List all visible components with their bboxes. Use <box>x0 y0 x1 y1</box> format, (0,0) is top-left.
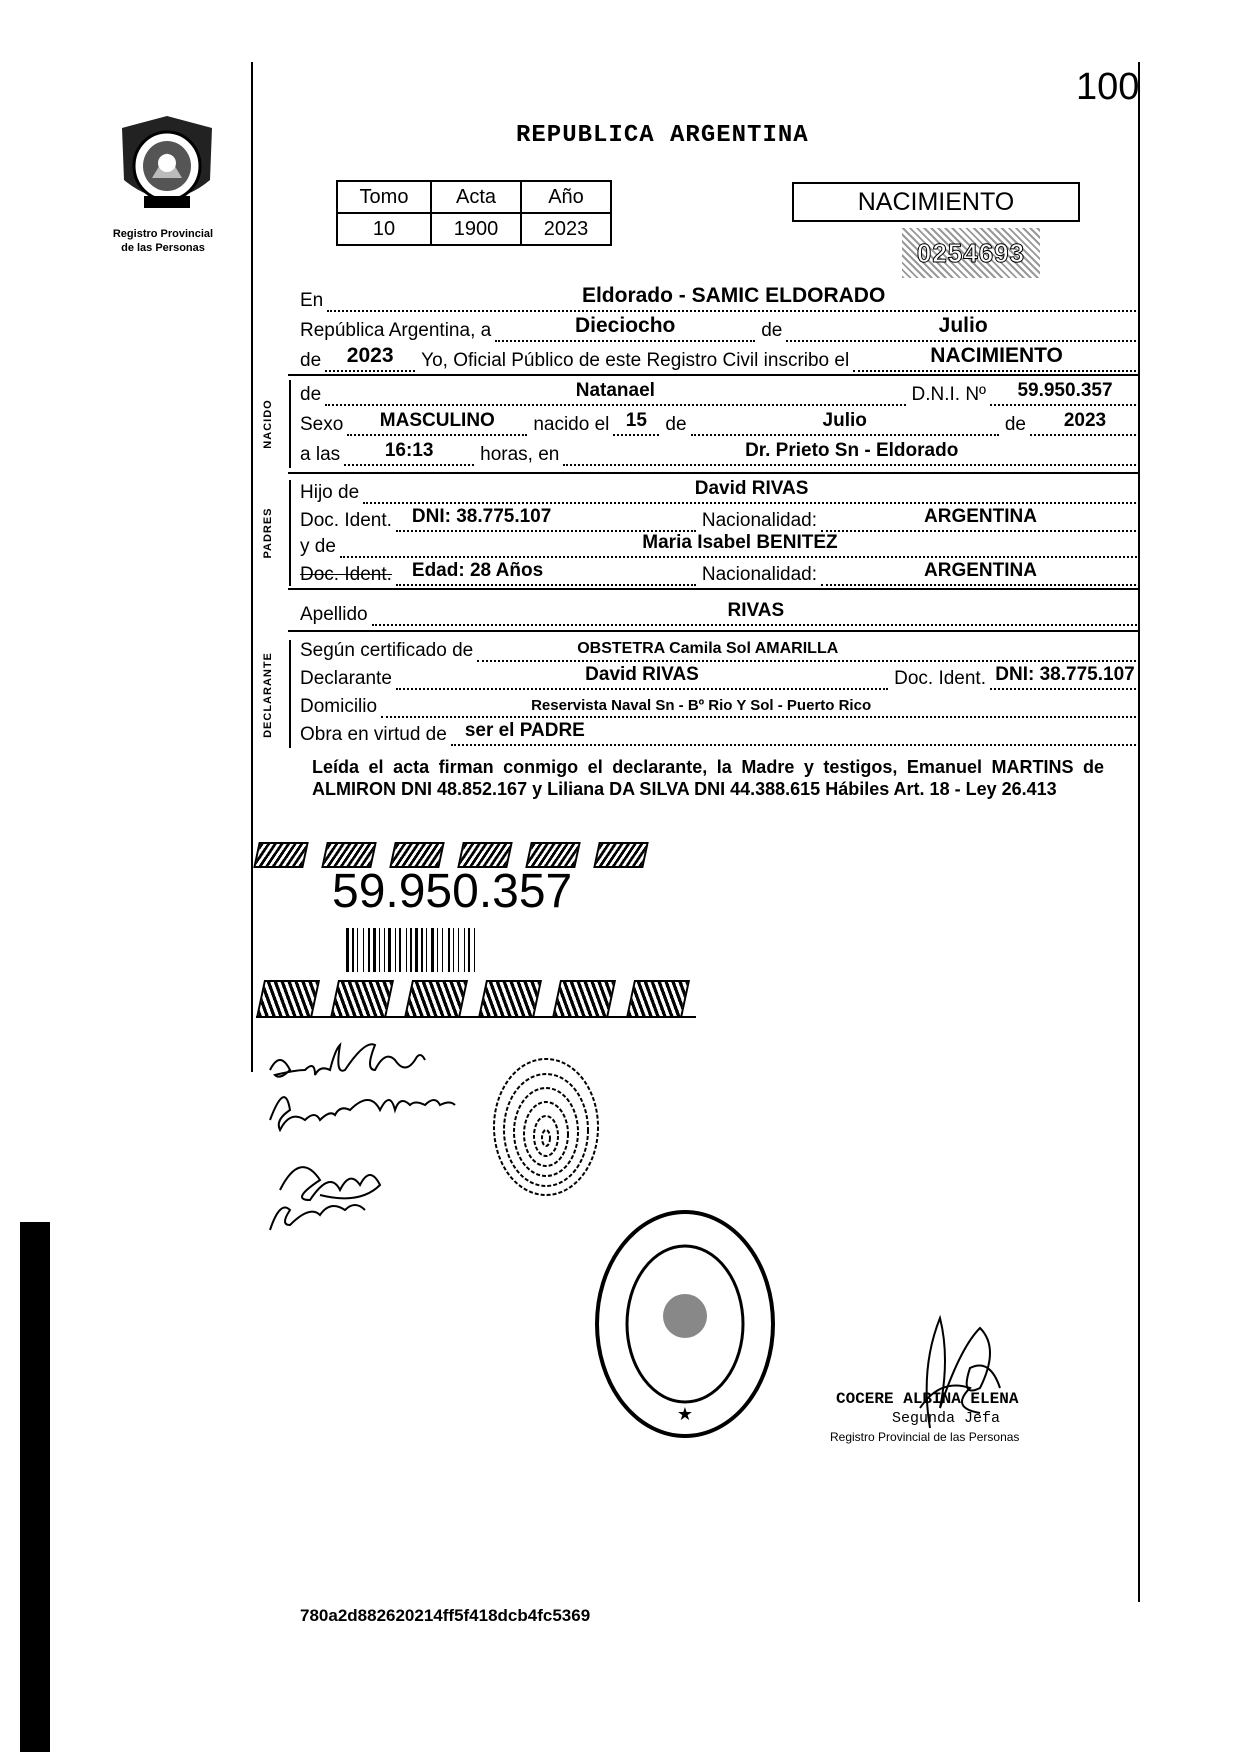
registry-logo <box>112 108 222 218</box>
barcode-bar <box>458 928 459 972</box>
acta-header: Acta <box>431 181 521 213</box>
domicilio-value: Reservista Naval Sn - Bº Rio Y Sol - Puerto Rico <box>531 697 872 714</box>
official-name: COCERE ALBINA ELENA <box>836 1390 1019 1408</box>
sexo-value: MASCULINO <box>379 410 495 431</box>
separator-4 <box>288 630 1140 632</box>
nombre-de-label: de <box>300 384 322 405</box>
madre-fill <box>340 532 1140 558</box>
row-hijo-de <box>300 476 1140 504</box>
nac-mes-fill <box>691 410 999 436</box>
de2-label: de <box>300 350 322 371</box>
a-las-label: a las <box>300 444 341 465</box>
declarante-text: DECLARANTE <box>262 652 274 738</box>
row-declarante <box>300 662 1140 690</box>
tomo-header: Tomo <box>337 181 431 213</box>
en-fill <box>327 286 1140 312</box>
left-margin-line <box>251 62 253 1072</box>
declarante-label: Declarante <box>300 668 392 689</box>
nacido-el-label: nacido el <box>533 414 610 435</box>
certificado-label: Según certificado de <box>300 640 474 661</box>
logo-caption-line2: de las Personas <box>121 242 205 254</box>
domicilio-label: Domicilio <box>300 696 378 717</box>
barcode-bar <box>379 928 380 972</box>
de-label: de <box>761 320 783 341</box>
record-table-header <box>337 181 611 213</box>
row-certificado <box>300 634 1140 662</box>
svg-text:★: ★ <box>676 1404 694 1425</box>
padres-bar <box>289 480 291 586</box>
declarante-value: David RIVAS <box>585 664 699 685</box>
barcode <box>346 928 576 972</box>
record-table <box>336 180 612 246</box>
barcode-bar <box>453 928 454 972</box>
barcode-bar <box>399 928 401 972</box>
horas-en-label: horas, en <box>480 444 560 465</box>
record-table-values <box>337 213 611 245</box>
apellido-value: RIVAS <box>727 600 785 621</box>
nombre-value: Natanael <box>575 380 655 401</box>
domicilio-fill <box>381 692 1140 718</box>
barcode-bar <box>346 928 349 972</box>
section-label-padres <box>262 478 274 588</box>
nac-de-label: de <box>665 414 687 435</box>
row-nombre <box>300 378 1140 406</box>
tipo-fill <box>853 346 1140 372</box>
nac-anio-fill <box>1030 410 1140 436</box>
barcode-bar <box>363 928 364 972</box>
certificado-value: OBSTETRA Camila Sol AMARILLA <box>577 640 839 657</box>
fingerprint-icon <box>486 1052 606 1202</box>
dia-value: Dieciocho <box>575 314 676 337</box>
barcode-bar <box>395 928 396 972</box>
row-madre-doc <box>300 558 1140 586</box>
row-fecha <box>300 314 1140 342</box>
nac-mes-value: Julio <box>822 410 867 431</box>
nac-anio-value: 2023 <box>1063 410 1107 431</box>
en-value: Eldorado - SAMIC ELDORADO <box>581 284 886 307</box>
barcode-bar <box>368 928 370 972</box>
row-y-de <box>300 530 1140 558</box>
security-tile-r <box>330 980 394 1018</box>
nombre-fill <box>325 380 905 406</box>
row-padre-doc <box>300 504 1140 532</box>
mes-fill <box>786 316 1140 342</box>
declarante-fill <box>396 664 888 690</box>
padre-nac-fill <box>821 506 1140 532</box>
security-tile <box>593 842 649 868</box>
barcode-bar <box>415 928 418 972</box>
row-hora <box>300 438 1140 466</box>
row-inscribo <box>300 344 1140 372</box>
obra-fill <box>451 720 1140 746</box>
dni-big: 59.950.357 <box>332 865 573 918</box>
page-number: 100 <box>1076 66 1140 108</box>
barcode-bar <box>431 928 434 972</box>
madre-doc-label: Doc. Ident. <box>300 564 392 585</box>
barcode-bar <box>373 928 376 972</box>
security-tile-r <box>478 980 542 1018</box>
mes-value: Julio <box>938 314 988 337</box>
provincial-seal-icon <box>112 108 222 218</box>
nacido-bar <box>289 380 291 468</box>
official-office: Registro Provincial de las Personas <box>830 1430 1020 1444</box>
barcode-bar <box>426 928 427 972</box>
lugar-value: Dr. Prieto Sn - Eldorado <box>745 440 959 461</box>
anio-header: Año <box>521 181 611 213</box>
signature-david-elena <box>270 1044 425 1076</box>
nac-dia-value: 15 <box>625 410 647 431</box>
declarante-doc-value: DNI: 38.775.107 <box>995 664 1135 685</box>
obra-label: Obra en virtud de <box>300 724 447 745</box>
padre-doc-value: DNI: 38.775.107 <box>411 506 552 527</box>
separator-2 <box>288 472 1140 474</box>
security-tiles-bottom <box>260 980 686 1018</box>
header-anio-value: 2023 <box>346 344 394 367</box>
padre-nac-label: Nacionalidad: <box>701 510 818 531</box>
padre-doc-fill <box>396 506 696 532</box>
hora-fill <box>344 440 474 466</box>
anio-fill <box>325 346 415 372</box>
security-tile <box>253 842 309 868</box>
madre-doc-fill <box>396 560 696 586</box>
barcode-bar <box>388 928 391 972</box>
dia-fill <box>495 316 755 342</box>
tiles-underline <box>256 1016 696 1018</box>
tomo-value: 10 <box>337 213 431 245</box>
sexo-fill <box>347 410 527 436</box>
official-title: Segunda Jefa <box>892 1410 1001 1427</box>
record-type-box: NACIMIENTO <box>792 182 1080 222</box>
barcode-bar <box>410 928 412 972</box>
hijo-de-label: Hijo de <box>300 482 360 503</box>
footer-hash: 780a2d882620214ff5f418dcb4fc5369 <box>300 1606 591 1625</box>
logo-caption-line1: Registro Provincial <box>112 228 214 240</box>
handwritten-signatures <box>260 1030 520 1240</box>
round-seal-icon <box>590 1206 780 1442</box>
hora-value: 16:13 <box>384 440 434 461</box>
barcode-bar <box>442 928 443 972</box>
certificado-fill <box>477 636 1140 662</box>
barcode-bar <box>352 928 354 972</box>
padre-value: David RIVAS <box>694 478 809 499</box>
row-apellido <box>300 598 1140 626</box>
nac-de2-label: de <box>1004 414 1026 435</box>
anio-value: 2023 <box>521 213 611 245</box>
padre-fill <box>363 478 1140 504</box>
madre-doc-value: Edad: 28 Años <box>411 560 544 581</box>
closing-text: Leída el acta firman conmigo el declarante, la Madre y testigos, Emanuel MARTINS de ALMIRON DNI 48.852.167 y Liliana DA SILVA DNI 44.388.615 Hábiles Art. 18 - Ley 26.413 <box>312 757 1104 799</box>
padre-nac-value: ARGENTINA <box>924 506 1037 527</box>
row-en <box>300 284 1140 312</box>
padres-text: PADRES <box>262 507 274 559</box>
separator-1 <box>288 374 1140 376</box>
barcode-bar <box>437 928 438 972</box>
signature-benitez-maria <box>270 1097 455 1130</box>
padre-doc-label: Doc. Ident. <box>300 510 392 531</box>
acta-value: 1900 <box>431 213 521 245</box>
barcode-bar <box>406 928 407 972</box>
security-tile-r <box>552 980 616 1018</box>
republica-label: República Argentina, a <box>300 320 492 341</box>
dni-label: D.N.I. Nº <box>911 384 986 405</box>
left-edge-bar <box>20 1222 50 1752</box>
barcode-bar <box>448 928 450 972</box>
security-tile-r <box>626 980 690 1018</box>
madre-nac-label: Nacionalidad: <box>701 564 818 585</box>
dni-value: 59.950.357 <box>1017 380 1113 401</box>
barcode-bar <box>357 928 358 972</box>
madre-nac-fill <box>821 560 1140 586</box>
security-tile-r <box>256 980 320 1018</box>
declarante-doc-label: Doc. Ident. <box>894 668 986 689</box>
en-label: En <box>300 290 324 311</box>
apellido-label: Apellido <box>300 604 368 625</box>
apellido-fill <box>372 600 1140 626</box>
madre-nac-value: ARGENTINA <box>924 560 1037 581</box>
lugar-fill <box>563 440 1140 466</box>
signature-fourth <box>270 1205 365 1230</box>
stamp-code-text: 0254693 <box>916 238 1026 268</box>
barcode-bar <box>468 928 470 972</box>
page-title: REPUBLICA ARGENTINA <box>516 122 809 149</box>
madre-value: Maria Isabel BENITEZ <box>642 532 838 553</box>
signature-third <box>280 1167 380 1200</box>
barcode-bar <box>421 928 423 972</box>
section-label-nacido <box>262 378 274 470</box>
row-obra <box>300 718 1140 746</box>
separator-3 <box>288 588 1140 590</box>
obra-value: ser el PADRE <box>464 720 585 741</box>
tipo-value: NACIMIENTO <box>930 344 1063 367</box>
security-tile-r <box>404 980 468 1018</box>
nac-dia-fill <box>613 410 659 436</box>
sexo-label: Sexo <box>300 414 344 435</box>
y-de-label: y de <box>300 536 336 557</box>
barcode-bar <box>384 928 385 972</box>
declarante-doc-fill <box>990 664 1140 690</box>
barcode-bar <box>464 928 465 972</box>
dni-fill <box>990 380 1140 406</box>
section-label-declarante <box>262 640 274 750</box>
row-sexo <box>300 408 1140 436</box>
yo-label: Yo, Oficial Público de este Registro Civil inscribo el <box>421 350 850 371</box>
barcode-bar <box>474 928 475 972</box>
declarante-bar <box>289 640 291 748</box>
row-domicilio <box>300 690 1140 718</box>
nacido-text: NACIDO <box>262 399 274 449</box>
stamp-code <box>902 228 1040 278</box>
